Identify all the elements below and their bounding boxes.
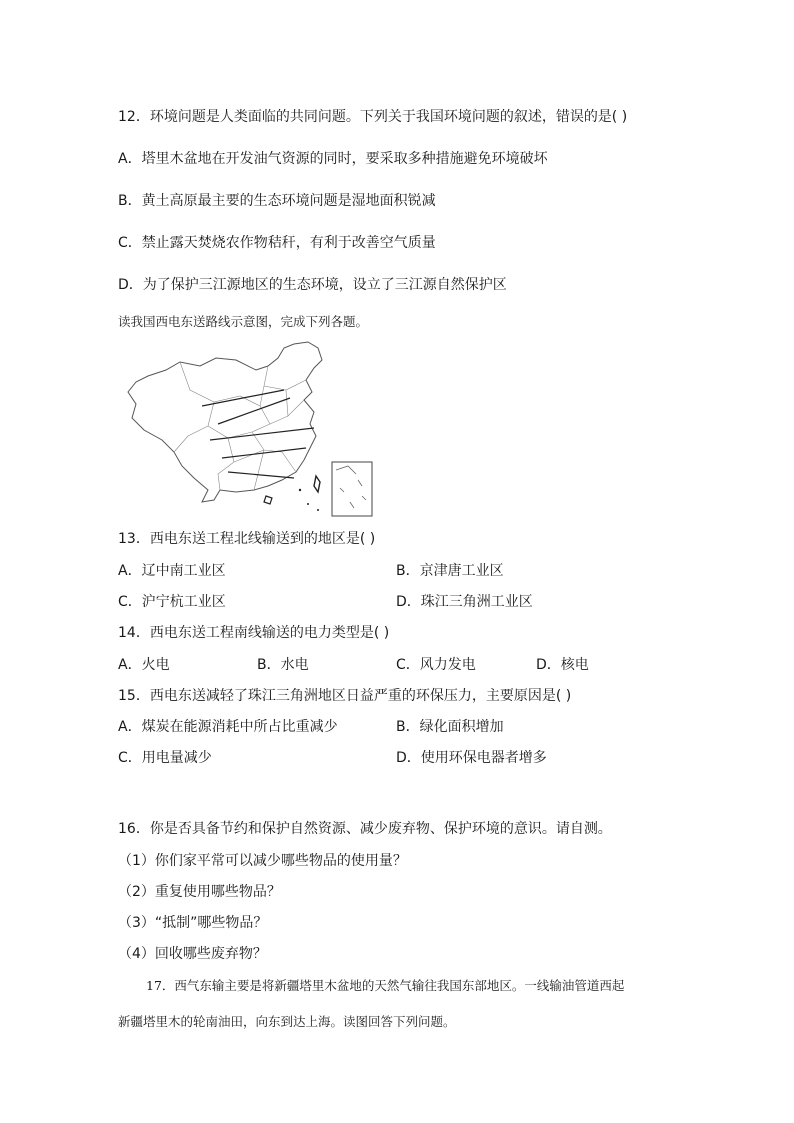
q12-option-c: C．禁止露天焚烧农作物秸秆，有利于改善空气质量 xyxy=(118,235,436,251)
q15-option-b: B．绿化面积增加 xyxy=(396,719,504,735)
q15-stem: 15．西电东送减轻了珠江三角洲地区日益严重的环保压力，主要原因是( ) xyxy=(118,688,572,704)
q13-stem: 13．西电东送工程北线输送到的地区是( ) xyxy=(118,531,376,547)
q17-line1: 17．西气东输主要是将新疆塔里木盆地的天然气输往我国东部地区。一线输油管道西起 xyxy=(146,978,625,993)
q13-option-a: A．辽中南工业区 xyxy=(118,563,226,579)
q16-sub2: （2）重复使用哪些物品？ xyxy=(118,884,281,900)
q16-stem: 16．你是否具备节约和保护自然资源、减少废弃物、保护环境的意识。请自测。 xyxy=(118,821,612,837)
q13-option-b: B．京津唐工业区 xyxy=(396,563,504,579)
q16-sub1: （1）你们家平常可以减少哪些物品的使用量？ xyxy=(118,853,407,869)
q14-option-d: D．核电 xyxy=(536,657,589,673)
taiwan-island xyxy=(314,476,320,492)
map-intro: 读我国西电东送路线示意图，完成下列各题。 xyxy=(118,314,369,329)
q16-sub4: （4）回收哪些废弃物？ xyxy=(118,946,267,962)
q14-stem: 14．西电东送工程南线输送的电力类型是( ) xyxy=(118,625,390,641)
province-borders xyxy=(174,362,306,490)
q12-option-b: B．黄土高原最主要的生态环境问题是湿地面积锐减 xyxy=(118,193,436,209)
q12-option-d: D．为了保护三江源地区的生态环境，设立了三江源自然保护区 xyxy=(118,277,507,293)
hainan-island xyxy=(264,496,272,504)
middle-line xyxy=(210,428,314,440)
china-west-east-power-map xyxy=(118,340,374,520)
q15-option-d: D．使用环保电器者增多 xyxy=(396,750,547,766)
q12-stem: 12．环境问题是人类面临的共同问题。下列关于我国环境问题的叙述，错误的是( ) xyxy=(118,109,628,125)
q14-option-b: B．水电 xyxy=(257,657,309,673)
q14-option-a: A．火电 xyxy=(118,657,170,673)
q17-line2: 新疆塔里木的轮南油田，向东到达上海。读图回答下列问题。 xyxy=(118,1014,456,1029)
q16-sub3: （3）“抵制”哪些物品？ xyxy=(118,915,268,931)
south-line-2 xyxy=(228,472,294,478)
q13-option-d: D．珠江三角洲工业区 xyxy=(396,594,533,610)
q14-option-c: C．风力发电 xyxy=(396,657,476,673)
q13-option-c: C．沪宁杭工业区 xyxy=(118,594,226,610)
north-line xyxy=(202,390,284,406)
q12-option-a: A．塔里木盆地在开发油气资源的同时，要采取多种措施避免环境破坏 xyxy=(118,151,548,167)
q15-option-a: A．煤炭在能源消耗中所占比重减少 xyxy=(118,719,338,735)
q15-option-c: C．用电量减少 xyxy=(118,750,212,766)
south-china-sea-inset xyxy=(332,462,372,516)
